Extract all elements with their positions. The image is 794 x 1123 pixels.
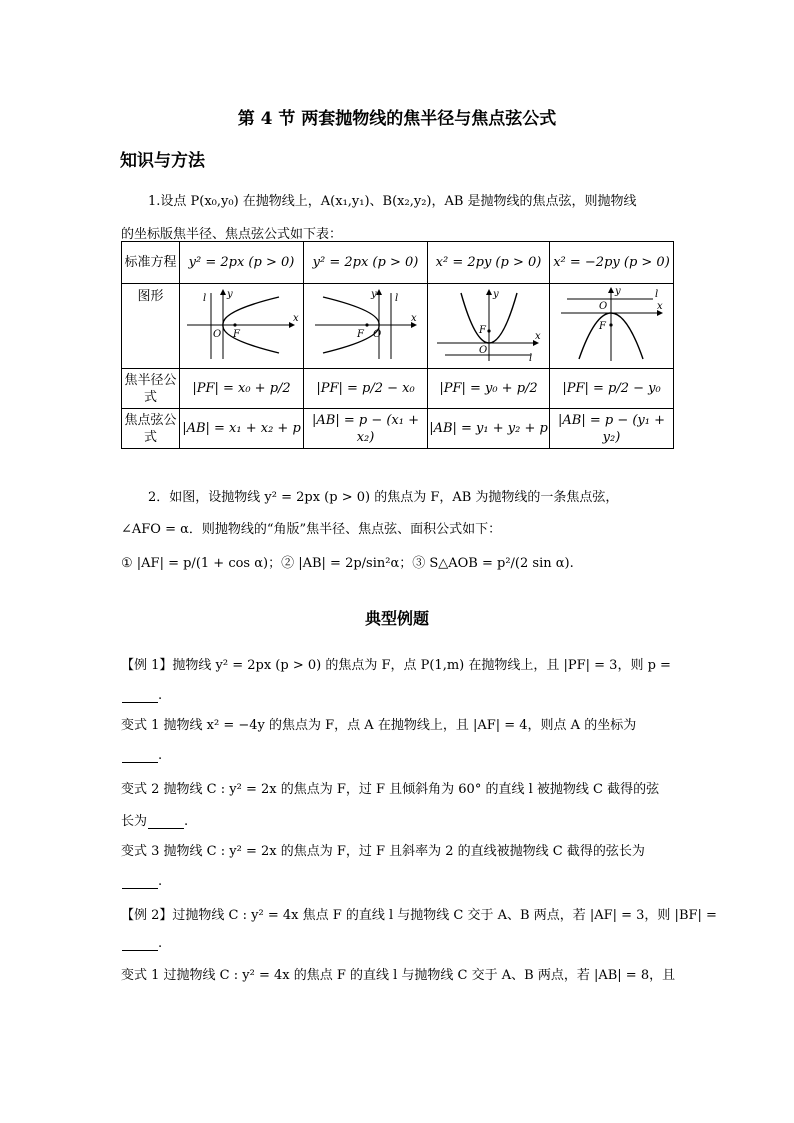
- graph-cell-1: [180, 284, 304, 369]
- graph-cell-2: [304, 284, 428, 369]
- focal-radius-1: |PF| = x₀ + p/2: [180, 369, 304, 409]
- svg-text:O: O: [478, 344, 487, 356]
- svg-text:l: l: [202, 292, 206, 304]
- answer-blank: [148, 827, 184, 829]
- svg-text:x: x: [292, 312, 299, 324]
- example-2-answer-line: .: [121, 936, 162, 951]
- answer-blank: [122, 887, 158, 889]
- svg-text:y: y: [226, 288, 233, 300]
- svg-text:O: O: [212, 328, 221, 340]
- example-2: 【例 2】过抛物线 C : y² = 4x 焦点 F 的直线 l 与抛物线 C 交于 A、B 两点，若 |AF| = 3，则 |BF| =: [121, 908, 717, 923]
- para1-line1: 1.设点 P(x₀,y₀) 在抛物线上，A(x₁,y₁)、B(x₂,y₂)，AB 是抛物线的焦点弦，则抛物线: [148, 194, 637, 209]
- para1-line2: 的坐标版焦半径、焦点弦公式如下表：: [121, 227, 343, 242]
- formula-table: [121, 241, 674, 449]
- page-title: 第 4 节 两套抛物线的焦半径与焦点弦公式: [237, 109, 557, 129]
- svg-text:F: F: [478, 324, 486, 336]
- svg-text:l: l: [394, 292, 398, 304]
- section-heading-examples: 典型例题: [364, 609, 429, 628]
- graph-up-parabola: [431, 285, 547, 363]
- section-heading-knowledge: 知识与方法: [120, 151, 205, 171]
- svg-text:x: x: [656, 300, 663, 312]
- example-1-answer-line: .: [121, 688, 162, 703]
- row-label-focal-chord: 焦点弦公式: [122, 409, 180, 449]
- svg-text:O: O: [598, 300, 607, 312]
- focal-chord-4: |AB| = p − (y₁ + y₂): [550, 409, 674, 449]
- svg-text:O: O: [372, 328, 381, 340]
- svg-text:F: F: [232, 328, 240, 340]
- answer-blank: [122, 701, 158, 703]
- equation-3: x² = 2py (p > 0): [428, 242, 550, 284]
- variant-3-answer-line: .: [121, 874, 162, 889]
- row-label-equation: 标准方程: [122, 242, 180, 284]
- para2-line2: ∠AFO = α．则抛物线的“角版”焦半径、焦点弦、面积公式如下：: [121, 522, 502, 537]
- focal-chord-1: |AB| = x₁ + x₂ + p: [180, 409, 304, 449]
- graph-cell-3: [428, 284, 550, 369]
- svg-text:l: l: [654, 288, 658, 300]
- variant-1: 变式 1 抛物线 x² = −4y 的焦点为 F，点 A 在抛物线上，且 |AF| = 4，则点 A 的坐标为: [121, 718, 637, 733]
- variant-3: 变式 3 抛物线 C : y² = 2x 的焦点为 F，过 F 且斜率为 2 的直线被抛物线 C 截得的弦长为: [121, 844, 645, 859]
- focal-radius-3: |PF| = y₀ + p/2: [428, 369, 550, 409]
- para2-line3: ① |AF| = p/(1 + cos α)；② |AB| = 2p/sin²α；③ S△AOB = p²/(2 sin α).: [121, 556, 574, 571]
- svg-text:F: F: [356, 328, 364, 340]
- para2-line1: 2．如图，设抛物线 y² = 2px (p > 0) 的焦点为 F，AB 为抛物线的一条焦点弦，: [148, 490, 619, 505]
- focal-radius-4: |PF| = p/2 − y₀: [550, 369, 674, 409]
- graph-down-parabola: [553, 285, 671, 363]
- focal-chord-3: |AB| = y₁ + y₂ + p: [428, 409, 550, 449]
- svg-text:y: y: [370, 288, 377, 300]
- variant-4: 变式 1 过抛物线 C : y² = 4x 的焦点 F 的直线 l 与抛物线 C 交于 A、B 两点，若 |AB| = 8，且: [121, 968, 676, 983]
- equation-2: y² = 2px (p > 0): [304, 242, 428, 284]
- variant-2-line2: 长为 .: [121, 814, 189, 829]
- equation-1: y² = 2px (p > 0): [180, 242, 304, 284]
- focal-chord-2: |AB| = p − (x₁ + x₂): [304, 409, 428, 449]
- variant-1-answer-line: .: [121, 748, 162, 763]
- svg-text:l: l: [528, 352, 532, 363]
- svg-text:x: x: [534, 330, 541, 342]
- row-label-graph: 图形: [122, 284, 180, 369]
- svg-text:F: F: [598, 320, 606, 332]
- svg-text:y: y: [492, 288, 499, 300]
- example-1: 【例 1】抛物线 y² = 2px (p > 0) 的焦点为 F，点 P(1,m) 在抛物线上，且 |PF| = 3，则 p =: [121, 658, 671, 673]
- variant-2-line1: 变式 2 抛物线 C : y² = 2x 的焦点为 F，过 F 且倾斜角为 60° 的直线 l 被抛物线 C 截得的弦: [121, 782, 660, 797]
- answer-blank: [122, 949, 158, 951]
- graph-left-parabola: [307, 285, 425, 363]
- row-label-focal-radius: 焦半径公式: [122, 369, 180, 409]
- answer-blank: [122, 761, 158, 763]
- graph-cell-4: [550, 284, 674, 369]
- graph-right-parabola: [183, 285, 301, 363]
- svg-text:y: y: [614, 285, 621, 297]
- svg-text:x: x: [410, 312, 417, 324]
- equation-4: x² = −2py (p > 0): [550, 242, 674, 284]
- focal-radius-2: |PF| = p/2 − x₀: [304, 369, 428, 409]
